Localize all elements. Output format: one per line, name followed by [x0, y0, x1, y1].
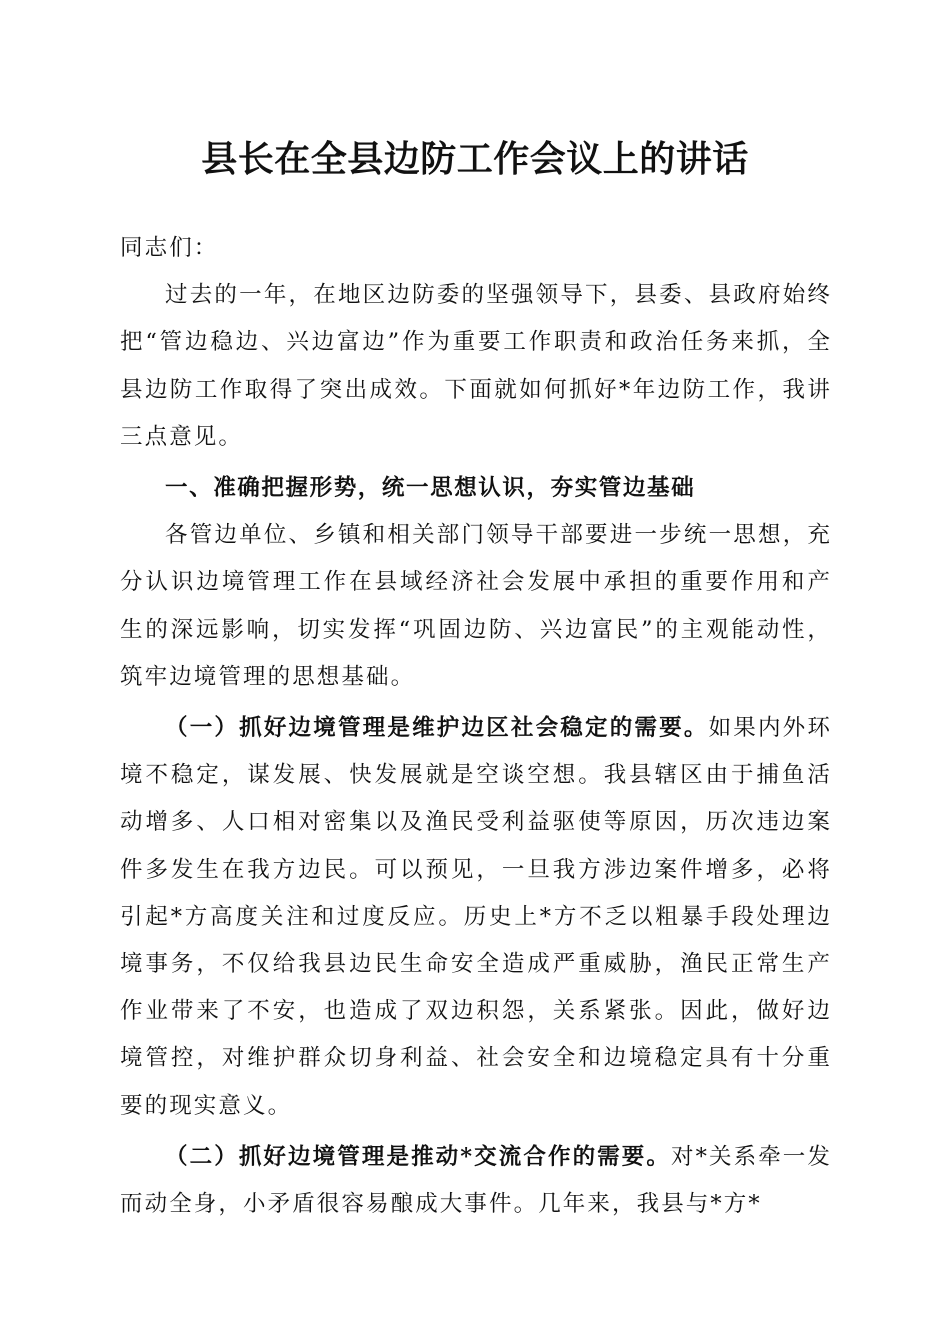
point-paragraph-2 — [120, 1134, 832, 1228]
document-body — [120, 225, 832, 1228]
salutation: 同志们： — [120, 235, 219, 261]
document-title: 县长在全县边防工作会议上的讲话 — [201, 138, 749, 180]
point-1-label: （一）抓好边境管理是维护边区社会稳定的需要。 — [165, 715, 709, 742]
point-2-text: 对*关系牵一发而动全身，小矛盾很容易酿成大事件。几年来，我县与*方* — [120, 1143, 833, 1218]
section-paragraph: 各管边单位、乡镇和相关部门领导干部要进一步统一思想，充分认识边境管理工作在县域经济社会发展中承担的重要作用和产生的深远影响，切实发挥“巩固边防、兴边富民”的主观能动性，筑牢边境管理的思想基础。 — [120, 522, 832, 690]
section-heading: 一、准确把握形势，统一思想认识，夯实管边基础 — [165, 475, 696, 502]
intro-paragraph: 过去的一年，在地区边防委的坚强领导下，县委、县政府始终把“管边稳边、兴边富边”作为重要工作职责和政治任务来抓，全县边防工作取得了突出成效。下面就如何抓好*年边防工作，我讲三点意见。 — [120, 282, 832, 450]
point-1-text: 如果内外环境不稳定，谋发展、快发展就是空谈空想。我县辖区由于捕鱼活动增多、人口相对密集以及渔民受利益驱使等原因，历次违边案件多发生在我方边民。可以预见，一旦我方涉边案件增多，必将引起*方高度关注和过度反应。历史上*方不乏以粗暴手段处理边境事务，不仅给我县边民生命安全造成严重威胁，渔民正常生产作业带来了不安，也造成了双边积怨，关系紧张。因此，做好边境管控，对维护群众切身利益、社会安全和边境稳定具有十分重要的现实意义。 — [120, 715, 832, 1119]
point-2-label: （二）抓好边境管理是推动*交流合作的需要。 — [165, 1143, 672, 1170]
point-paragraph-1 — [120, 705, 832, 1130]
